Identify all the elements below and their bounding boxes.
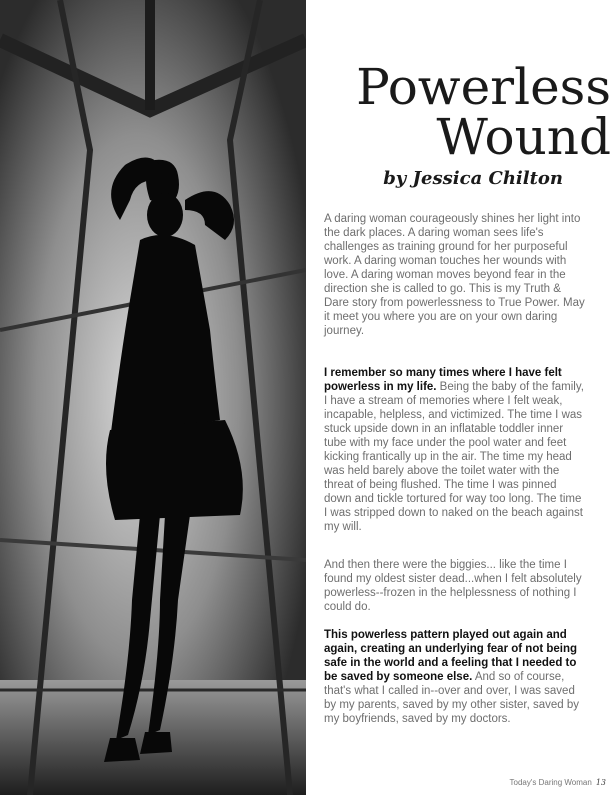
paragraph-body: A daring woman courageously shines her light into the dark places. A daring woman sees life's challenges as training ground for her purposeful work. A daring woman touches her wounds with love. A daring woman moves beyond fear in the direction she is called to go. This is my Truth & Dare story from powerlessness to True Power. May it meet you where you are on your own daring journey.	[324, 213, 585, 337]
paragraph-pattern	[324, 628, 586, 726]
article-title-line-2: Wound	[436, 108, 611, 166]
paragraph-memories	[324, 366, 586, 534]
article-column	[306, 0, 616, 795]
paragraph-body: Being the baby of the family, I have a stream of memories where I felt weak, incapable, helpless, and victimized. The time I was stuck upside down in an inflatable toddler inner tube with my face under the pool water and feet kicking frantically up in the air. The time my head was held barely above the toilet water with the threat of being flushed. The time I was pinned down and tickle tortured for way too long. The time I was stripped down to naked on the beach against my will.	[324, 381, 584, 533]
paragraph-body: And then there were the biggies... like the time I found my oldest sister dead...when I felt absolutely powerless--frozen in the helplessness of nothing I could do.	[324, 559, 582, 613]
paragraph-intro	[324, 212, 586, 338]
page-number: 13	[595, 778, 606, 787]
woman-silhouette-image	[0, 0, 306, 795]
paragraph-lead: This powerless pattern played out again and again, creating an underlying fear of not being safe in the world and a feeling that I needed to be saved by someone else.	[324, 629, 578, 683]
article-byline: by Jessica Chilton	[383, 168, 563, 189]
page-footer	[476, 778, 606, 787]
article-title-line-1: Powerless	[356, 58, 611, 116]
publication-name: Today's Daring Woman	[509, 778, 592, 787]
paragraph-body: And so of course, that's what I called in--over and over, I was saved by my parents, saved by my other sister, saved by my boyfriends, saved by my doctors.	[324, 671, 580, 725]
paragraph-lead: I remember so many times where I have felt powerless in my life.	[324, 367, 562, 393]
silhouette-photo	[0, 0, 306, 795]
paragraph-biggies	[324, 558, 586, 614]
